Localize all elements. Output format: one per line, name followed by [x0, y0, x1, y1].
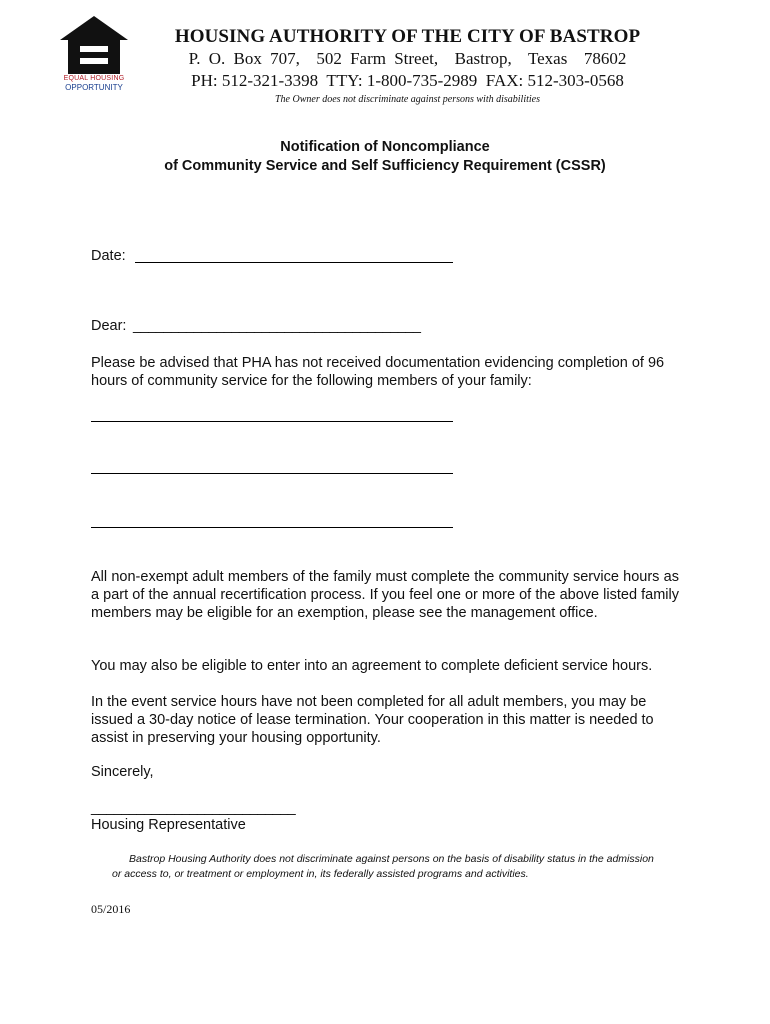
- house-icon: [58, 14, 130, 76]
- date-label: Date:: [91, 248, 126, 264]
- family-member-field-3[interactable]: [91, 527, 453, 528]
- nondiscrimination-note: The Owner does not discriminate against persons with disabilities: [274, 94, 540, 105]
- paragraph-documentation: Please be advised that PHA has not received documentation evidencing completion of 96 hours of community service for the following members of your family:: [91, 355, 665, 389]
- logo-caption-line2: OPPORTUNITY: [65, 83, 123, 92]
- footer-nondiscrimination-statement: Bastrop Housing Authority does not discriminate against persons on the basis of disability status in the admission or access to, or treatment or employment in, its federally assisted programs and activities.: [112, 853, 654, 880]
- document-title-line1: Notification of Noncompliance: [280, 139, 490, 155]
- paragraph-requirement: All non-exempt adult members of the family must complete the community service hours as a part of the annual recertification process. If you feel one or more of the above listed family members may be eligible for an exemption, please see the management office.: [91, 569, 679, 621]
- family-member-field-2[interactable]: [91, 473, 453, 474]
- date-field[interactable]: [135, 262, 453, 263]
- document-title-line2: of Community Service and Self Sufficiency Requirement (CSSR): [164, 158, 606, 174]
- logo-caption-line1: EQUAL HOUSING: [63, 75, 125, 82]
- organization-address: P. O. Box 707, 502 Farm Street, Bastrop, Texas 78602: [188, 49, 627, 68]
- signature-label: Housing Representative: [91, 817, 246, 833]
- family-member-field-1[interactable]: [91, 421, 453, 422]
- revision-date: 05/2016: [91, 902, 131, 916]
- closing: Sincerely,: [91, 764, 154, 780]
- signature-field[interactable]: ___________________________: [91, 800, 296, 816]
- paragraph-agreement: You may also be eligible to enter into an agreement to complete deficient service hours.: [91, 658, 653, 674]
- dear-field[interactable]: ______________________________________: [133, 318, 421, 334]
- equal-housing-logo: [58, 14, 130, 92]
- organization-name: HOUSING AUTHORITY OF THE CITY OF BASTROP: [174, 26, 641, 47]
- paragraph-lease-termination: In the event service hours have not been completed for all adult members, you may be issued a 30-day notice of lease termination. Your cooperation in this matter is needed to assist in preserving your housing opportunity.: [91, 694, 654, 746]
- organization-phones: PH: 512-321-3398 TTY: 1-800-735-2989 FAX: 512-303-0568: [191, 71, 624, 90]
- dear-label: Dear:: [91, 318, 127, 334]
